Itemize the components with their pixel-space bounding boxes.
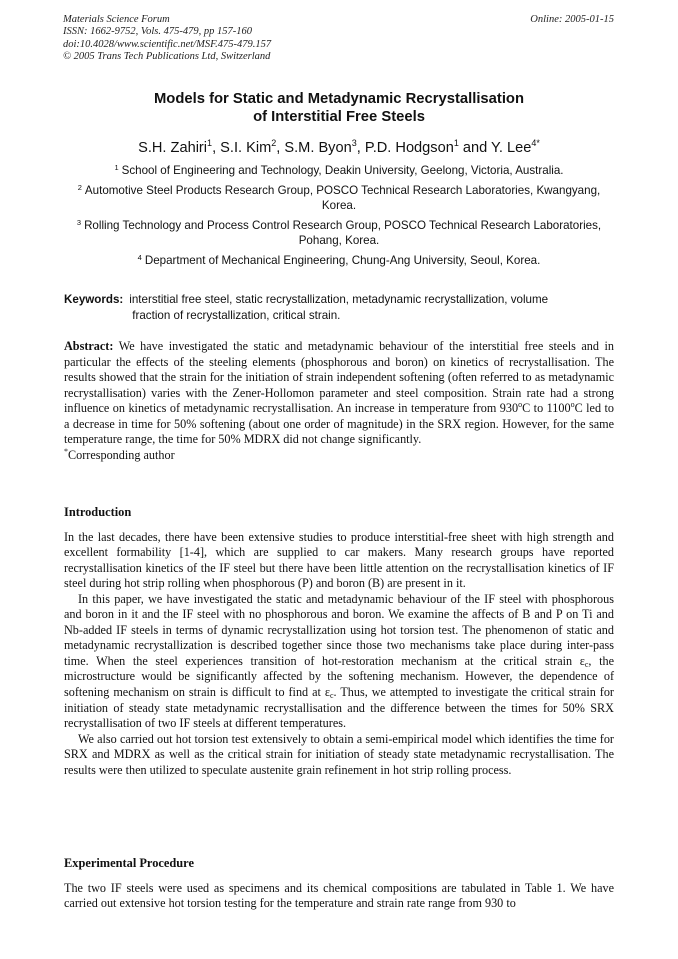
author-name: S.I. Kim bbox=[220, 140, 272, 156]
affiliation-item bbox=[64, 218, 614, 249]
affiliation-text: Rolling Technology and Process Control Research Group, POSCO Technical Research Laboratories, Pohang, Korea. bbox=[84, 218, 602, 247]
abstract-text: C led to a decrease in time for 50% softening (about one order of magnitude) in the SRX region. However, for the same temperature range, the time for 50% MDRX did not change significantly. bbox=[64, 401, 615, 447]
author-separator: , bbox=[356, 140, 365, 156]
experimental-heading: Experimental Procedure bbox=[64, 856, 194, 870]
author-separator: , bbox=[276, 140, 285, 156]
author-separator: and bbox=[458, 140, 492, 156]
affiliation-mark: 3 bbox=[76, 217, 82, 227]
author-affil-mark: 2 bbox=[271, 138, 277, 148]
abstract-block bbox=[64, 339, 614, 463]
keywords-line-2: fraction of recrystallization, critical strain. bbox=[132, 308, 341, 322]
body-paragraph bbox=[64, 592, 614, 732]
title-line-2: of Interstitial Free Steels bbox=[253, 108, 425, 125]
affiliation-item bbox=[64, 183, 614, 214]
experimental-section bbox=[64, 856, 614, 912]
corresponding-text: Corresponding author bbox=[68, 447, 175, 462]
paragraph-text: In this paper, we have investigated the static and metadynamic behaviour of the IF steel with phosphorous and boron in it and the IF steel with no phosphorous and boron. We examine the affects of B and P on Ti and Nb-added IF steels in terms of dynamic recrystallization using hot torsion test. The phenomenon of static and metadynamic recrystallization is described together since those two mechanisms take place during inter-pass time. When the steel experiences transition of hot-restoration mechanism at the critical strain ε bbox=[64, 591, 614, 668]
keywords-block bbox=[64, 292, 614, 323]
affiliation-mark: 1 bbox=[114, 163, 119, 172]
author-name: S.M. Byon bbox=[284, 140, 352, 156]
author-affil-mark: 3 bbox=[351, 138, 357, 148]
body-paragraph: In the last decades, there have been extensive studies to produce interstitial-free sheet with high strength and excellent formability [1-4], which are supplied to car makers. Many research groups have reported recrystallisation kinetics of the IF steel but there have been little attention on the recrystallisation kinetics of IF steel during hot strip rolling when phosphorous (P) and boron (B) are present in it. bbox=[64, 529, 614, 591]
author-affil-mark: 4* bbox=[531, 138, 540, 148]
author-name: S.H. Zahiri bbox=[138, 140, 208, 156]
issn-line: ISSN: 1662-9752, Vols. 475-479, pp 157-160 bbox=[63, 26, 252, 38]
author-name: Y. Lee bbox=[491, 140, 532, 156]
body-paragraph: The two IF steels were used as specimens and its chemical compositions are tabulated in Table 1. We have carried out extensive hot torsion testing for the temperature and strain rate range from 930 to bbox=[64, 880, 614, 911]
title-line-1: Models for Static and Metadynamic Recrystallisation bbox=[153, 91, 525, 107]
introduction-section bbox=[64, 505, 614, 778]
keywords-label: Keywords: bbox=[64, 293, 124, 306]
abstract-paragraph bbox=[64, 339, 614, 448]
body-paragraph: We also carried out hot torsion test extensively to obtain a semi-empirical model which identifies the time for SRX and MDRX as well as the critical strain for initiation of steady state metadynamic recrystallisation. The results were then utilized to speculate austenite grain refinement in hot strip rolling process. bbox=[64, 731, 614, 777]
affiliation-item bbox=[64, 163, 614, 179]
introduction-heading: Introduction bbox=[64, 505, 132, 519]
journal-name: Materials Science Forum bbox=[63, 14, 170, 25]
affiliation-list bbox=[64, 163, 614, 272]
copyright-line: © 2005 Trans Tech Publications Ltd, Switzerland bbox=[63, 50, 271, 62]
online-date: Online: 2005-01-15 bbox=[530, 14, 614, 25]
affiliation-text: Automotive Steel Products Research Group, POSCO Technical Research Laboratories, Kwangyang, Korea. bbox=[84, 183, 601, 212]
corresponding-author-note bbox=[64, 448, 614, 464]
affiliation-mark: 2 bbox=[77, 182, 82, 192]
degree-mark: o bbox=[570, 400, 575, 410]
author-affil-mark: 1 bbox=[453, 138, 459, 148]
affiliation-item bbox=[64, 253, 614, 269]
corresponding-mark: * bbox=[64, 446, 68, 456]
author-name: P.D. Hodgson bbox=[364, 140, 454, 156]
doi-line: doi:10.4028/www.scientific.net/MSF.475-479.157 bbox=[63, 38, 272, 50]
author-list bbox=[40, 139, 638, 157]
degree-mark: o bbox=[518, 400, 523, 410]
abstract-text: C to 1100 bbox=[522, 401, 571, 416]
keywords-line-1: interstitial free steel, static recrystallization, metadynamic recrystallization, volume bbox=[129, 293, 549, 306]
journal-header bbox=[63, 14, 393, 63]
paragraph-text: , the microstructure would be significantly affected by the softening mechanism. However, the dependence of softening mechanism on strain is difficult to find at ε bbox=[64, 653, 615, 700]
abstract-text: We have investigated the static and metadynamic behaviour of the interstitial free steels and in particular the effects of the steeling elements (phosphorous and boron) on kinetics of recrystallisation. The results showed that the strain for the initiation of strain independent softening (often referred to as metadynamic recrystallisation) varies with the Zener-Hollomon parameter and steel composition. Strain rate had a strong influence on kinetics of metadynamic recrystallisation. An increase in temperature from 930 bbox=[64, 339, 614, 416]
paragraph-text: . Thus, we attempted to investigate the critical strain for initiation of steady state metadynamic recrystallisation and the difference between the times for 50% SRX recrystallisation of two IF steels at different temperatures. bbox=[64, 685, 614, 731]
subscript: c bbox=[329, 691, 334, 701]
affiliation-text: School of Engineering and Technology, Deakin University, Geelong, Victoria, Australia. bbox=[121, 164, 564, 177]
keywords-text bbox=[129, 292, 548, 323]
author-separator: , bbox=[212, 140, 221, 156]
paper-title bbox=[40, 91, 638, 126]
abstract-label: Abstract: bbox=[64, 339, 114, 353]
affiliation-text: Department of Mechanical Engineering, Chung-Ang University, Seoul, Korea. bbox=[144, 253, 541, 267]
author-affil-mark: 1 bbox=[207, 138, 213, 148]
subscript: c bbox=[584, 659, 589, 669]
affiliation-mark: 4 bbox=[137, 252, 142, 262]
